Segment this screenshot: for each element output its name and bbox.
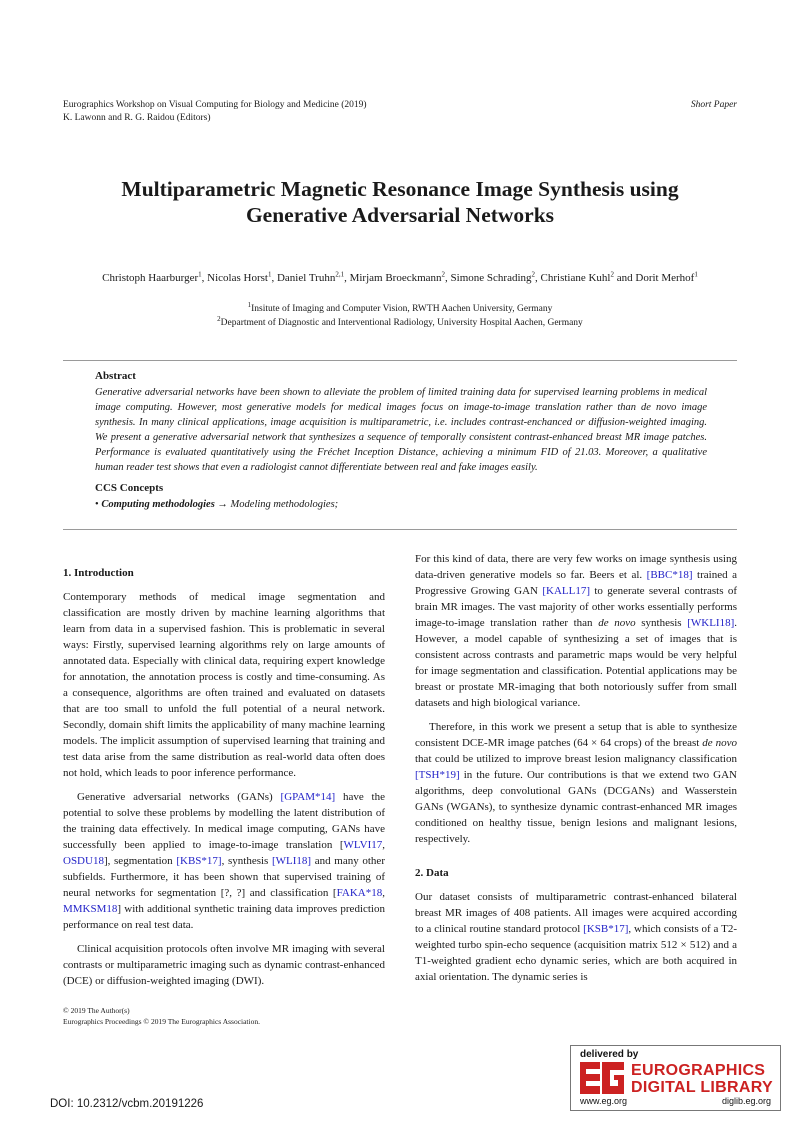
logo-brand (631, 1062, 773, 1096)
paragraph: Our dataset consists of multiparametric contrast-enhanced bilateral breast MR images of 408 patients. All images were acquired according to a clinical routine standard protocol [KSB*17], which consists of a T2-weighted turbo spin-echo sequence (acquisition matrix 512 × 512) and a T1-weighted gradient echo dynamic series, which are both acquired in axial orientation. The dynamic series is (415, 891, 738, 983)
running-header (63, 99, 737, 125)
eg-logo-icon (580, 1058, 625, 1098)
eg-digital-library-logo[interactable] (570, 1045, 781, 1111)
citation-link[interactable]: [WKLI18] (687, 617, 735, 629)
ccs-entry: • Computing methodologies → Modeling methodologies; (95, 499, 339, 510)
author: Nicolas Horst$^1$, (207, 270, 277, 284)
right-column (415, 551, 737, 993)
paragraph: Therefore, in this work we present a setup that is able to synthesize consistent DCE-MR image patches (64 × 64 crops) of the breast de novo that could be utilized to improve breast lesion malignancy classification [TSH*19] in the future. Our contributions is that we extend two GAN algorithms, deep convolutional GANs (DCGANs) and Wasserstein GANs (WGANs), to synthesize dynamic contrast-enhanced MR images conditioned on healthy tissue, benign lesions and malignant lesions, respectively. (415, 721, 738, 845)
citation-link[interactable]: [WLI18] (271, 855, 312, 867)
paragraph: For this kind of data, there are very few works on image synthesis using data-driven generative models so far. Beers et al. [BBC*18] trained a Progressive Growing GAN [KALL17] to generate several contrasts of brain MR images. The vast majority of other works essentially performs image-to-image translation rather than de novo synthesis [WKLI18]. However, a model capable of synthesizing a set of images that is consistent across contrasts and parametric maps would be very helpful for image segmentation and classification. Potential applications may be breast or prostate MR-imaging that both notoriously suffer from small datasets and high biological variance. (415, 553, 738, 709)
citation-link[interactable]: WLVI17 (343, 839, 383, 851)
author: Christoph Haarburger$^1$, (102, 270, 208, 284)
copyright-line: Eurographics Proceedings © 2019 The Eurographics Association. (63, 1017, 260, 1026)
author: Simone Schrading$^2$, (450, 270, 541, 284)
brand-line-1: EUROGRAPHICS (631, 1062, 766, 1079)
ccs-concepts (95, 481, 707, 512)
citation-link[interactable]: [KALL17] (542, 585, 590, 597)
eg-url[interactable]: www.eg.org (580, 1096, 628, 1106)
editors: K. Lawonn and R. G. Raidou (Editors) (63, 113, 211, 123)
paper-title (40, 176, 760, 228)
citation-link[interactable]: [BBC*18] (646, 569, 693, 581)
divider (63, 360, 737, 361)
paragraph: Contemporary methods of medical image segmentation and classification are mostly driven by machine learning algorithms that learn from data in a supervised fashion. This is problematic in several ways: Firstly, supervised learning algorithms rely on large amounts of annotated data. Especially with clinical data, requiring expert knowledge for annotation, the annotation process is costly and time-consuming. As a consequence, algorithms are often trained and evaluated on datasets that are too small to unfold the full potential of a neural network. Secondly, domain shift limits the applicability of many machine learning models. The implicit assumption of supervised learning that training and test data arise from the same distribution as real-world data often does not hold, which leads to poor inference performance. (63, 591, 385, 779)
paragraph: Clinical acquisition protocols often involve MR imaging with several contrasts or multiparametric imaging such as dynamic contrast-enhanced (DCE) or diffusion-weighted imaging (DWI). (63, 943, 385, 987)
abstract-text: Generative adversarial networks have been shown to alleviate the problem of limited training data for supervised learning problems in medical image computing. However, most generative models for medical images focus on image-to-image translation rather than de novo image synthesis. In many clinical applications, image acquisition is multiparametric, i.e. includes contrast-enchanced or diffusion-weighted imaging. We present a generative adversarial network that synthesizes a sequence of temporally consistent contrast-enhanced breast MR image patches. Performance is evaluated quantitatively using the Fréchet Inception Distance, achieving a minimum FID of 21.03. Moreover, a qualitative human reader test shows that even a radiologist cannot differentiate between real and fake images easily. (95, 387, 707, 473)
citation-link[interactable]: [GPAM*14] (280, 791, 336, 803)
affiliations (40, 302, 760, 330)
copyright-line: © 2019 The Author(s) (63, 1006, 130, 1015)
paper-type: Short Paper (690, 100, 737, 110)
citation-link[interactable]: FAKA*18 (336, 887, 383, 899)
abstract (95, 369, 707, 512)
divider (63, 529, 737, 530)
copyright-footer (63, 1005, 260, 1027)
title-line-2: Generative Adversarial Networks (245, 203, 555, 227)
author: Mirjam Broeckmann$^2$, (349, 270, 451, 284)
venue: Eurographics Workshop on Visual Computing for Biology and Medicine (2019) (63, 100, 367, 110)
citation-link[interactable]: MMKSM18 (63, 903, 118, 915)
author: Daniel Truhn$^{2,1}$, (276, 270, 350, 284)
section-heading: 2. Data (415, 867, 449, 879)
ccs-heading: CCS Concepts (95, 482, 164, 494)
abstract-heading: Abstract (95, 370, 136, 382)
diglib-url[interactable]: diglib.eg.org (721, 1096, 771, 1106)
author: Christiane Kuhl$^2$ and (540, 270, 636, 284)
author-list (20, 272, 780, 284)
brand-line-2: DIGITAL LIBRARY (631, 1079, 773, 1096)
citation-link[interactable]: OSDU18 (63, 855, 104, 867)
doi: DOI: 10.2312/vcbm.20191226 (50, 1098, 204, 1110)
citation-link[interactable]: [KBS*17] (176, 855, 222, 867)
left-column (63, 565, 385, 997)
paragraph: Generative adversarial networks (GANs) [GPAM*14] have the potential to solve these problems by modelling the latent distribution of the training data effectively. In medical image computing, GANs have successfully been applied to image-to-image translation [WLVI17, OSDU18], segmentation [KBS*17], synthesis [WLI18] and many other subfields. Furthermore, it has been shown that supervised training of neural networks for segmentation [?, ?] and classification [FAKA*18, MMKSM18] with additional synthetic training data improves prediction performance on real test data. (63, 791, 385, 931)
section-heading: 1. Introduction (63, 567, 134, 579)
citation-link[interactable]: [KSB*17] (583, 923, 629, 935)
affiliation: $^1$Insitute of Imaging and Computer Vision, RWTH Aachen University, Germany (247, 300, 553, 314)
affiliation: $^2$Department of Diagnostic and Interventional Radiology, University Hospital Aachen, Germany (217, 314, 583, 328)
author: Dorit Merhof$^1$ (635, 270, 698, 284)
citation-link[interactable]: [TSH*19] (415, 769, 460, 781)
delivered-by-label: delivered by (580, 1049, 639, 1060)
title-line-1: Multiparametric Magnetic Resonance Image Synthesis using (121, 177, 679, 201)
